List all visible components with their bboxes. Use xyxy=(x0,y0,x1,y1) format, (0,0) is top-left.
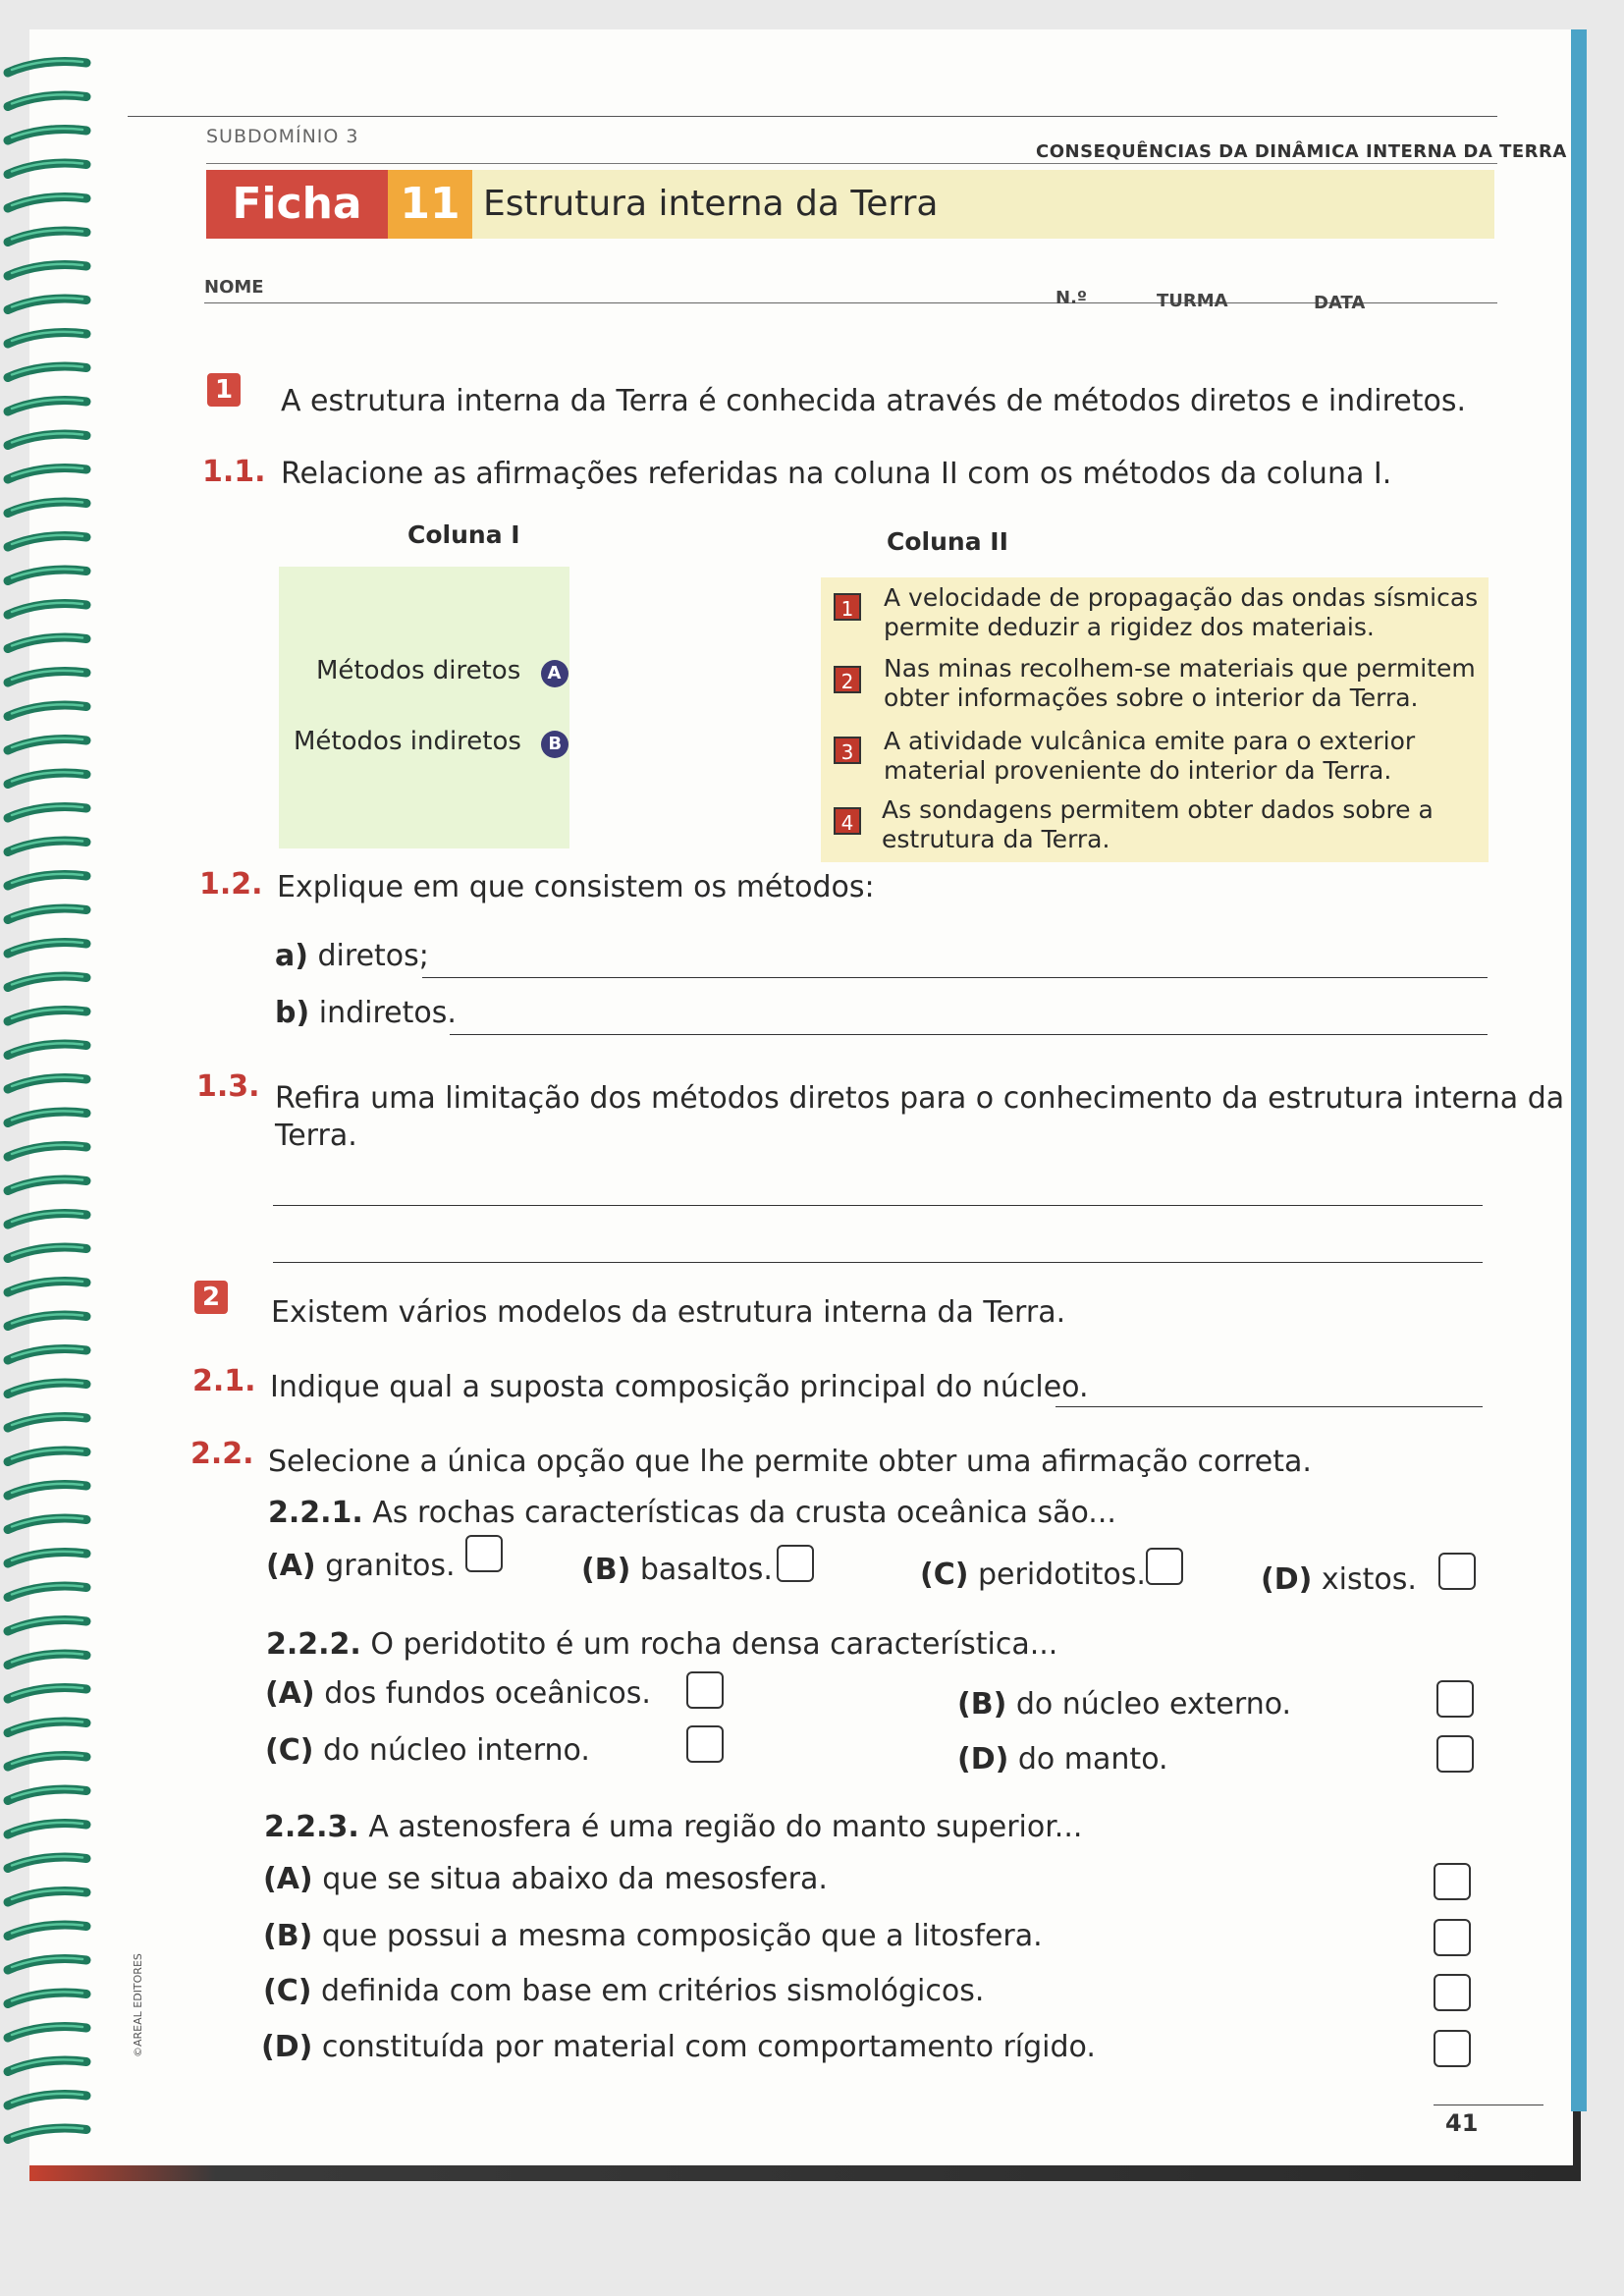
question-2-text: Existem vários modelos da estrutura interna da Terra. xyxy=(271,1295,1066,1330)
checkbox-2-2-3-c[interactable] xyxy=(1434,1974,1471,2011)
column-2-item-3-text: A atividade vulcânica emite para o exterior material proveniente do interior da Terra. xyxy=(884,727,1416,785)
question-2-2-1: 2.2.1. As rochas características da crusta oceânica são... xyxy=(268,1496,1116,1530)
question-2-badge: 2 xyxy=(194,1281,228,1314)
question-2-2-3: 2.2.3. A astenosfera é uma região do manto superior... xyxy=(264,1810,1083,1844)
question-1-1-number: 1.1. xyxy=(202,455,266,489)
answer-line-1-2-a[interactable] xyxy=(422,977,1488,978)
option-2-2-2-d: (D) do manto. xyxy=(957,1742,1168,1777)
question-1-1-text: Relacione as afirmações referidas na coluna II com os métodos da coluna I. xyxy=(281,457,1392,491)
option-2-2-3-a: (A) que se situa abaixo da mesosfera. xyxy=(263,1862,828,1896)
option-2-2-1-d: (D) xistos. xyxy=(1261,1562,1417,1597)
column-2-item-1-text: A velocidade de propagação das ondas sísmicas permite deduzir a rigidez dos materiais. xyxy=(884,583,1479,641)
question-1-3-text: Refira uma limitação dos métodos diretos para o conhecimento da estrutura interna da Terra. xyxy=(275,1081,1565,1153)
column-2-item-4: 4 xyxy=(834,807,861,835)
checkbox-2-2-2-b[interactable] xyxy=(1436,1680,1474,1718)
question-1-3-number: 1.3. xyxy=(196,1069,260,1104)
option-2-2-3-b: (B) que possui a mesma composição que a litosfera. xyxy=(263,1919,1043,1953)
answer-line-1-3-a[interactable] xyxy=(273,1205,1483,1206)
column-1-title: Coluna I xyxy=(407,520,520,549)
answer-line-1-3-b[interactable] xyxy=(273,1262,1483,1263)
spiral-binding xyxy=(0,49,108,2170)
question-1-2-text: Explique em que consistem os métodos: xyxy=(277,870,875,904)
checkbox-2-2-3-d[interactable] xyxy=(1434,2030,1471,2067)
column-1-item-b: Métodos indiretos B xyxy=(294,727,568,758)
publisher-credit: ©AREAL EDITORES xyxy=(132,1953,144,2057)
header-top-rule xyxy=(128,116,1497,117)
number-label: N.º xyxy=(1056,288,1088,308)
checkbox-2-2-1-c[interactable] xyxy=(1146,1548,1183,1585)
column-2-item-3: 3 xyxy=(834,737,861,764)
question-1-2-b: b) indiretos. xyxy=(275,996,457,1030)
question-2-1-number: 2.1. xyxy=(192,1364,256,1398)
question-1-2-a: a) diretos; xyxy=(275,939,429,973)
option-2-2-2-a: (A) dos fundos oceânicos. xyxy=(265,1676,651,1711)
column-1-item-a: Métodos diretos A xyxy=(316,656,568,687)
option-2-2-1-b: (B) basaltos. xyxy=(581,1553,773,1587)
page-title: Estrutura interna da Terra xyxy=(483,184,939,224)
option-2-2-2-b: (B) do núcleo externo. xyxy=(957,1687,1292,1722)
checkbox-2-2-2-c[interactable] xyxy=(686,1725,724,1763)
question-2-1-text: Indique qual a suposta composição principal do núcleo. xyxy=(270,1370,1089,1404)
question-1-text: A estrutura interna da Terra é conhecida através de métodos diretos e indiretos. xyxy=(281,384,1466,418)
column-2-item-1: 1 xyxy=(834,593,861,621)
name-label: NOME xyxy=(204,277,264,298)
option-2-2-1-a: (A) granitos. xyxy=(266,1549,456,1583)
checkbox-2-2-2-d[interactable] xyxy=(1436,1735,1474,1773)
column-2-title: Coluna II xyxy=(887,527,1008,556)
checkbox-2-2-3-a[interactable] xyxy=(1434,1863,1471,1900)
checkbox-2-2-1-d[interactable] xyxy=(1438,1553,1476,1590)
checkbox-2-2-3-b[interactable] xyxy=(1434,1919,1471,1956)
column-2-item-4-text: As sondagens permitem obter dados sobre a estrutura da Terra. xyxy=(882,795,1434,853)
ficha-label: Ficha xyxy=(206,170,388,239)
question-1-2-number: 1.2. xyxy=(199,867,263,902)
name-field-line[interactable] xyxy=(204,302,1497,303)
question-2-2-text: Selecione a única opção que lhe permite obter uma afirmação correta. xyxy=(268,1445,1312,1479)
option-2-2-3-c: (C) definida com base em critérios sismológicos. xyxy=(263,1974,985,2008)
column-1-box xyxy=(279,567,569,848)
checkbox-2-2-1-a[interactable] xyxy=(465,1535,503,1572)
letter-b-icon: B xyxy=(541,731,568,758)
ficha-number: 11 xyxy=(388,170,472,239)
option-2-2-3-d: (D) constituída por material com comportamento rígido. xyxy=(261,2030,1096,2064)
checkbox-2-2-1-b[interactable] xyxy=(777,1545,814,1582)
option-2-2-1-c: (C) peridotitos. xyxy=(920,1558,1146,1592)
option-2-2-2-c: (C) do núcleo interno. xyxy=(265,1733,590,1768)
page-bottom-edge xyxy=(29,2165,1581,2181)
question-2-2-2: 2.2.2. O peridotito é um rocha densa característica... xyxy=(266,1627,1058,1662)
column-2-item-2: 2 xyxy=(834,666,861,693)
question-1-badge: 1 xyxy=(207,373,241,407)
page-number: 41 xyxy=(1445,2109,1479,2137)
subdomain-label: SUBDOMÍNIO 3 xyxy=(206,126,359,147)
checkbox-2-2-2-a[interactable] xyxy=(686,1671,724,1709)
question-2-2-number: 2.2. xyxy=(190,1437,254,1471)
class-label: TURMA xyxy=(1157,291,1228,311)
letter-a-icon: A xyxy=(541,660,568,687)
answer-line-2-1[interactable] xyxy=(1056,1406,1483,1407)
section-title: CONSEQUÊNCIAS DA DINÂMICA INTERNA DA TERRA xyxy=(1036,141,1567,162)
answer-line-1-2-b[interactable] xyxy=(450,1034,1488,1035)
notebook-edge xyxy=(1571,29,1587,2111)
date-label: DATA xyxy=(1314,293,1366,313)
header-rule xyxy=(206,163,1497,164)
column-2-item-2-text: Nas minas recolhem-se materiais que permitem obter informações sobre o interior da Terra. xyxy=(884,654,1476,712)
